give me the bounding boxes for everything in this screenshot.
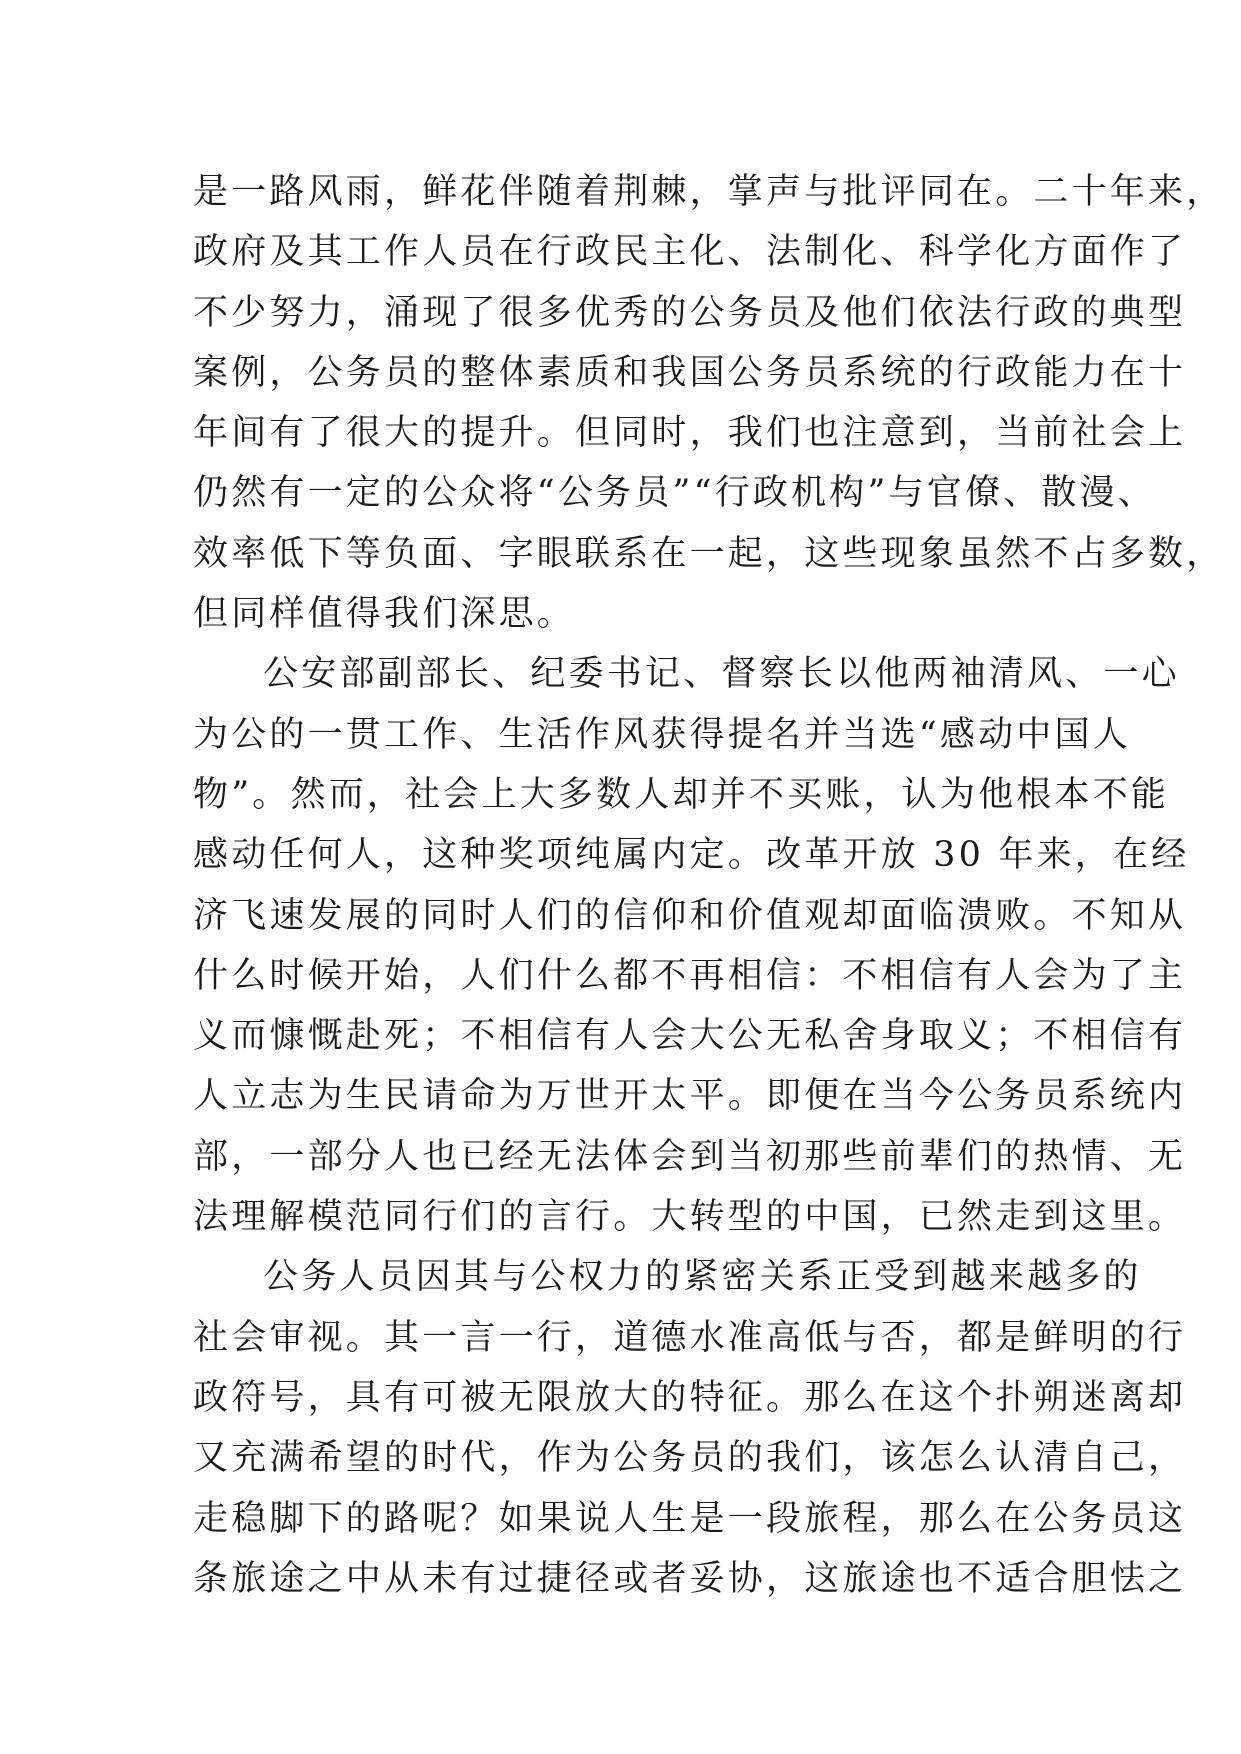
text-line: 案例，公务员的整体素质和我国公务员系统的行政能力在十 [193,352,1187,393]
text-line: 年间有了很大的提升。但同时，我们也注意到，当前社会上 [193,413,1187,454]
text-line: 部，一部分人也已经无法体会到当初那些前辈们的热情、无 [193,1136,1187,1177]
text-line: 走稳脚下的路呢？如果说人生是一段旅程，那么在公务员这 [193,1498,1187,1539]
text-line: 条旅途之中从未有过捷径或者妥协，这旅途也不适合胆怯之 [193,1558,1187,1599]
text-line: 感动任何人，这种奖项纯属内定。改革开放 30 年来，在经 [193,835,1190,876]
text-line: 什么时候开始，人们什么都不再相信：不相信有人会为了主 [193,955,1187,996]
text-line: 义而慷慨赴死；不相信有人会大公无私舍身取义；不相信有 [193,1016,1187,1057]
text-line: 政府及其工作人员在行政民主化、法制化、科学化方面作了 [193,232,1187,273]
text-line: 公安部副部长、纪委书记、督察长以他两袖清风、一心 [263,654,1180,695]
text-line: 政符号，具有可被无限放大的特征。那么在这个扑朔迷离却 [193,1377,1187,1418]
text-line: 为公的一贯工作、生活作风获得提名并当选“感动中国人 [193,714,1131,755]
paragraph-3 [193,1247,1187,1609]
document-body [193,162,1225,1609]
text-line: 法理解模范同行们的言行。大转型的中国，已然走到这里。 [193,1197,1187,1238]
text-line: 又充满希望的时代，作为公务员的我们，该怎么认清自己， [193,1438,1187,1479]
text-line: 不少努力，涌现了很多优秀的公务员及他们依法行政的典型 [193,292,1187,333]
text-line: 物”。然而，社会上大多数人却并不买账，认为他根本不能 [193,774,1170,815]
text-line: 是一路风雨，鲜花伴随着荆棘，掌声与批评同在。二十年来， [193,172,1225,212]
paragraph-1 [193,162,1225,644]
text-line: 人立志为生民请命为万世开太平。即便在当今公务员系统内 [193,1076,1187,1117]
text-line: 效率低下等负面、字眼联系在一起，这些现象虽然不占多数， [193,533,1225,574]
text-line: 社会审视。其一言一行，道德水准高低与否，都是鲜明的行 [193,1317,1187,1358]
paragraph-2 [193,644,1190,1247]
text-line: 仍然有一定的公众将“公务员”“行政机构”与官僚、散漫、 [193,473,1156,514]
text-line: 公务人员因其与公权力的紧密关系正受到越来越多的 [263,1257,1142,1298]
text-line: 济飞速发展的同时人们的信仰和价值观却面临溃败。不知从 [193,895,1187,936]
text-line: 但同样值得我们深思。 [193,594,576,635]
